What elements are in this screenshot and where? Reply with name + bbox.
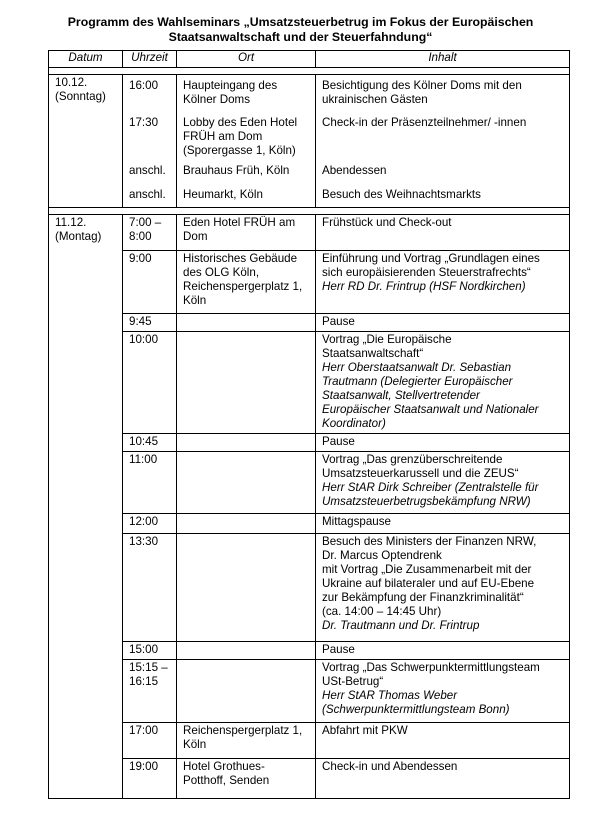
program-row xyxy=(49,452,570,514)
time-cell xyxy=(123,759,177,799)
content-text: Check-in und Abendessen xyxy=(322,760,458,773)
program-row xyxy=(49,112,570,160)
program-row xyxy=(49,759,570,799)
time-cell xyxy=(123,184,177,208)
location-cell xyxy=(177,314,316,332)
program-row xyxy=(49,75,570,112)
time-text: 19:00 xyxy=(129,760,159,773)
document-title xyxy=(0,15,601,45)
time-text: 17:30 xyxy=(129,115,159,129)
time-cell xyxy=(123,75,177,112)
time-text: 15:00 xyxy=(129,643,159,656)
time-cell xyxy=(123,251,177,314)
speaker-text: Staatsanwalt, Stellvertretender xyxy=(322,389,480,402)
speaker-text: Koordinator) xyxy=(322,417,386,430)
content-text: Frühstück und Check-out xyxy=(322,216,452,229)
program-row xyxy=(49,534,570,642)
content-text: Pause xyxy=(322,643,355,656)
time-text: 10:45 xyxy=(129,435,159,448)
header-row xyxy=(49,51,570,68)
content-text: Umsatzsteuerkarussell und die ZEUS“ xyxy=(322,467,519,480)
time-cell xyxy=(123,215,177,251)
time-text: 13:30 xyxy=(129,535,159,548)
location-text: Köln xyxy=(183,294,207,307)
time-cell xyxy=(123,112,177,160)
content-cell xyxy=(316,75,570,112)
time-text: 8:00 xyxy=(129,230,152,243)
day-separator xyxy=(49,208,570,215)
content-text: Besuch des Ministers der Finanzen NRW, xyxy=(322,535,537,548)
content-text: Pause xyxy=(322,435,355,448)
content-cell xyxy=(316,215,570,251)
location-text: Hotel Grothues- xyxy=(183,760,265,773)
location-cell xyxy=(177,642,316,660)
program-row xyxy=(49,184,570,208)
speaker-text: Europäischer Staatsanwalt und Nationaler xyxy=(322,403,539,416)
speaker-text: Herr Oberstaatsanwalt Dr. Sebastian xyxy=(322,361,512,374)
location-cell xyxy=(177,723,316,759)
content-text: mit Vortrag „Die Zusammenarbeit mit der xyxy=(322,563,532,576)
time-text: 9:00 xyxy=(129,252,152,265)
content-cell xyxy=(316,514,570,534)
time-cell xyxy=(123,332,177,434)
location-cell xyxy=(177,332,316,434)
content-text: Check-in der Präsenzteilnehmer/ -innen xyxy=(322,115,527,129)
content-cell xyxy=(316,112,570,160)
content-cell xyxy=(316,452,570,514)
time-text: anschl. xyxy=(129,163,166,177)
time-cell xyxy=(123,514,177,534)
location-cell xyxy=(177,514,316,534)
time-text: 15:15 – xyxy=(129,661,168,674)
date-cell xyxy=(49,215,123,799)
date-text: 10.12. xyxy=(55,76,88,89)
date-text: (Montag) xyxy=(55,230,102,243)
date-cell xyxy=(49,75,123,208)
speaker-text: Umsatzsteuerbetrugsbekämpfung NRW) xyxy=(322,495,531,508)
location-text: des OLG Köln, xyxy=(183,266,260,279)
content-cell xyxy=(316,160,570,184)
time-text: 11:00 xyxy=(129,453,158,466)
speaker-text: Herr RD Dr. Frintrup (HSF Nordkirchen) xyxy=(322,280,526,293)
content-text: Besichtigung des Kölner Doms mit den xyxy=(322,79,522,92)
time-cell xyxy=(123,534,177,642)
time-text: anschl. xyxy=(129,187,166,201)
content-text: zur Bekämpfung der Finanzkriminalität“ xyxy=(322,591,524,604)
location-cell xyxy=(177,251,316,314)
content-text: Mittagspause xyxy=(322,515,391,528)
header-inhalt: Inhalt xyxy=(316,51,570,68)
header-ort: Ort xyxy=(177,51,316,68)
content-cell xyxy=(316,660,570,723)
program-row xyxy=(49,660,570,723)
program-row xyxy=(49,434,570,452)
location-text: Haupteingang des xyxy=(183,79,278,92)
location-cell xyxy=(177,534,316,642)
location-text: Reichenspergerplatz 1, xyxy=(183,724,303,737)
content-text: Besuch des Weihnachtsmarkts xyxy=(322,187,481,201)
location-text: Eden Hotel FRÜH am xyxy=(183,216,296,229)
content-text: Abendessen xyxy=(322,163,387,177)
program-row xyxy=(49,332,570,434)
location-text: Köln xyxy=(183,738,207,751)
content-text: Abfahrt mit PKW xyxy=(322,724,408,737)
content-cell xyxy=(316,723,570,759)
content-text: Staatsanwaltschaft“ xyxy=(322,347,424,360)
content-text: sich europäisierenden Steuerstrafrechts“ xyxy=(322,266,531,279)
program-row xyxy=(49,642,570,660)
time-text: 16:00 xyxy=(129,79,159,92)
time-cell xyxy=(123,434,177,452)
location-text: Dom xyxy=(183,230,208,243)
location-text: (Sporergasse 1, Köln) xyxy=(183,143,296,157)
content-cell xyxy=(316,759,570,799)
location-text: FRÜH am Dom xyxy=(183,129,263,143)
program-row xyxy=(49,314,570,332)
location-text: Historisches Gebäude xyxy=(183,252,298,265)
speaker-text: (Schwerpunktermittlungsteam Bonn) xyxy=(322,703,510,716)
location-cell xyxy=(177,160,316,184)
location-cell xyxy=(177,215,316,251)
time-cell xyxy=(123,660,177,723)
content-text: Ukraine auf bilateraler und auf EU-Ebene xyxy=(322,577,535,590)
day-separator xyxy=(49,68,570,75)
content-text: Dr. Marcus Optendrenk xyxy=(322,549,442,562)
speaker-text: Dr. Trautmann und Dr. Frintrup xyxy=(322,619,480,632)
location-cell xyxy=(177,75,316,112)
content-cell xyxy=(316,332,570,434)
program-row xyxy=(49,251,570,314)
content-text: USt-Betrug“ xyxy=(322,675,384,688)
content-text: Pause xyxy=(322,315,355,328)
time-cell xyxy=(123,314,177,332)
content-cell xyxy=(316,534,570,642)
location-cell xyxy=(177,452,316,514)
content-text: (ca. 14:00 – 14:45 Uhr) xyxy=(322,605,442,618)
date-text: 11.12. xyxy=(55,216,87,229)
program-row xyxy=(49,514,570,534)
content-text: ukrainischen Gästen xyxy=(322,93,428,106)
time-cell xyxy=(123,160,177,184)
content-text: Vortrag „Das grenzüberschreitende xyxy=(322,453,503,466)
time-cell xyxy=(123,452,177,514)
time-text: 10:00 xyxy=(129,333,159,346)
content-cell xyxy=(316,184,570,208)
program-row xyxy=(49,723,570,759)
time-cell xyxy=(123,642,177,660)
content-text: Vortrag „Das Schwerpunktermittlungsteam xyxy=(322,661,540,674)
time-cell xyxy=(123,723,177,759)
location-text: Kölner Doms xyxy=(183,93,251,106)
location-cell xyxy=(177,112,316,160)
location-cell xyxy=(177,759,316,799)
content-cell xyxy=(316,251,570,314)
content-text: Einführung und Vortrag „Grundlagen eines xyxy=(322,252,540,265)
program-row xyxy=(49,215,570,251)
program-row xyxy=(49,160,570,184)
location-cell xyxy=(177,184,316,208)
content-cell xyxy=(316,434,570,452)
program-table xyxy=(48,50,570,799)
time-text: 12:00 xyxy=(129,515,159,528)
content-cell xyxy=(316,314,570,332)
location-cell xyxy=(177,434,316,452)
location-text: Reichenspergerplatz 1, xyxy=(183,280,303,293)
title-line-2: Staatsanwaltschaft und der Steuerfahndung“ xyxy=(168,30,433,44)
location-text: Heumarkt, Köln xyxy=(183,187,263,201)
location-text: Potthoff, Senden xyxy=(183,774,270,787)
time-text: 16:15 xyxy=(129,675,159,688)
content-text: Vortrag „Die Europäische xyxy=(322,333,452,346)
speaker-text: Herr StAR Dirk Schreiber (Zentralstelle für xyxy=(322,481,539,494)
speaker-text: Herr StAR Thomas Weber xyxy=(322,689,458,702)
title-line-1: Programm des Wahlseminars „Umsatzsteuerbetrug im Fokus der Europäischen xyxy=(67,15,534,29)
time-text: 9:45 xyxy=(129,315,152,328)
header-datum: Datum xyxy=(49,51,123,68)
content-cell xyxy=(316,642,570,660)
speaker-text: Trautmann (Delegierter Europäischer xyxy=(322,375,513,388)
location-text: Lobby des Eden Hotel xyxy=(183,115,298,129)
date-text: (Sonntag) xyxy=(55,90,106,103)
time-text: 17:00 xyxy=(129,724,159,737)
time-text: 7:00 – xyxy=(129,216,162,229)
location-text: Brauhaus Früh, Köln xyxy=(183,163,290,177)
header-uhrzeit: Uhrzeit xyxy=(123,51,177,68)
location-cell xyxy=(177,660,316,723)
